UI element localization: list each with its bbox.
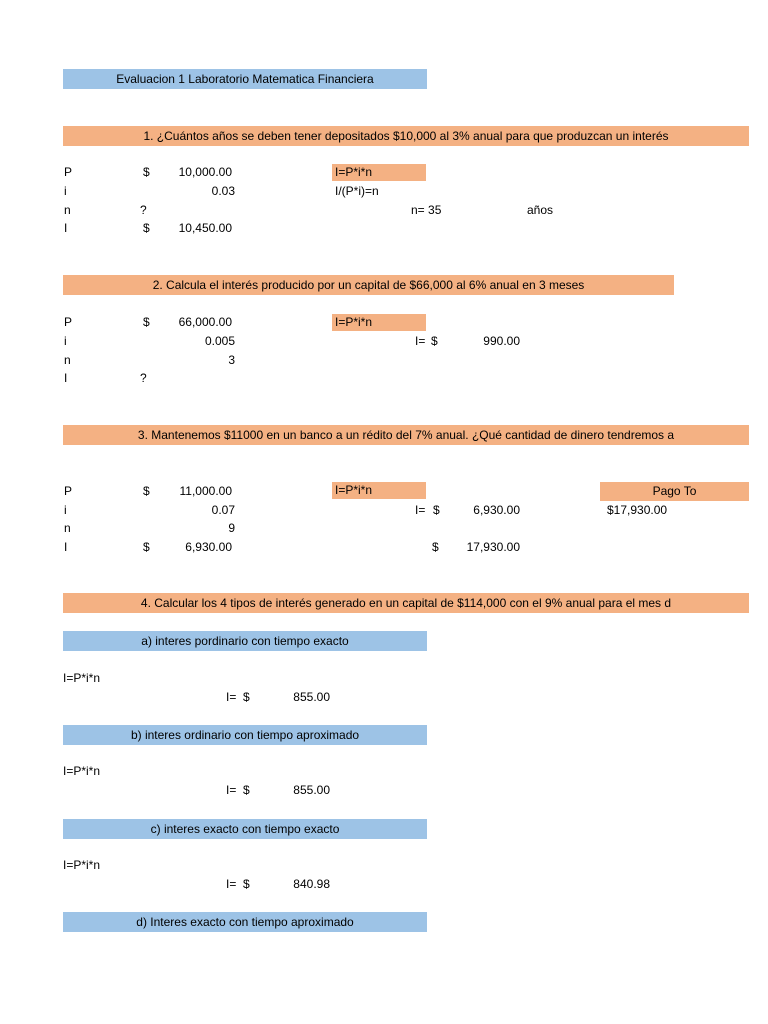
q1-label-p: P <box>64 165 73 179</box>
q1-label-i: i <box>64 184 67 198</box>
q3-label-i: i <box>64 503 67 517</box>
q1-result: n= 35 <box>411 203 442 217</box>
q2-label-i: i <box>64 334 67 348</box>
q2-label-n: n <box>64 353 71 367</box>
q2-value-p: 66,000.00 <box>178 315 232 329</box>
q1-currency-interest: $ <box>143 221 150 235</box>
q3-total-currency: $ <box>432 540 439 554</box>
q1-result-unit: años <box>527 203 554 217</box>
q1-label-n: n <box>64 203 71 217</box>
q3-pago-header: Pago To <box>600 482 749 501</box>
q2-value-interest: ? <box>140 371 147 385</box>
q2-label-interest: I <box>64 371 68 385</box>
q4-part-b-label: I= <box>226 783 237 797</box>
q1-value-i: 0.03 <box>211 184 235 198</box>
q4-part-b-currency: $ <box>243 783 250 797</box>
q3-currency-p: $ <box>143 484 150 498</box>
q3-pago-value: $17,930.00 <box>607 503 668 517</box>
q2-result-label: I= <box>415 334 426 348</box>
q4-part-b-title: b) interes ordinario con tiempo aproximado <box>63 725 427 745</box>
q1-value-n: ? <box>140 203 147 217</box>
q1-formula-2: I/(P*i)=n <box>335 184 379 198</box>
q3-value-p: 11,000.00 <box>179 484 232 498</box>
q1-value-interest: 10,450.00 <box>178 221 232 235</box>
q4-part-b-value: 855.00 <box>293 783 330 797</box>
q4-part-c-title: c) interes exacto con tiempo exacto <box>63 819 427 839</box>
q4-part-b-formula: I=P*i*n <box>63 764 101 778</box>
q2-value-n: 3 <box>228 353 235 367</box>
q3-value-interest: 6,930.00 <box>185 540 232 554</box>
question-2-heading: 2. Calcula el interés producido por un capital de $66,000 al 6% anual en 3 meses <box>63 275 674 295</box>
q4-part-a-formula: I=P*i*n <box>63 671 101 685</box>
q4-part-a-currency: $ <box>243 690 250 704</box>
q3-total-value: 17,930.00 <box>466 540 520 554</box>
q2-formula-cell: I=P*i*n <box>332 314 426 331</box>
q1-formula-cell: I=P*i*n <box>332 164 426 181</box>
q4-part-c-value: 840.98 <box>293 877 330 891</box>
question-1-heading: 1. ¿Cuántos años se deben tener depositados $10,000 al 3% anual para que produzcan un interés <box>63 126 749 146</box>
q4-part-c-currency: $ <box>243 877 250 891</box>
q3-result-label: I= <box>415 503 426 517</box>
question-3-heading: 3. Mantenemos $11000 en un banco a un rédito del 7% anual. ¿Qué cantidad de dinero tendremos a <box>63 425 749 445</box>
q3-currency-interest: $ <box>143 540 150 554</box>
q2-label-p: P <box>64 315 73 329</box>
q3-value-i: 0.07 <box>211 503 235 517</box>
q1-label-interest: I <box>64 221 68 235</box>
q3-label-n: n <box>64 521 71 535</box>
q4-part-d-title: d) Interes exacto con tiempo aproximado <box>63 912 427 932</box>
q3-formula-cell: I=P*i*n <box>332 482 426 499</box>
page-title: Evaluacion 1 Laboratorio Matematica Financiera <box>63 69 427 89</box>
q3-label-interest: I <box>64 540 68 554</box>
question-4-heading: 4. Calcular los 4 tipos de interés generado en un capital de $114,000 con el 9% anual para el mes d <box>63 593 749 613</box>
q2-result-value: 990.00 <box>483 334 520 348</box>
q3-value-n: 9 <box>228 521 235 535</box>
q2-currency-p: $ <box>143 315 150 329</box>
q4-part-a-label: I= <box>226 690 237 704</box>
q4-part-c-label: I= <box>226 877 237 891</box>
q1-currency-p: $ <box>143 165 150 179</box>
q4-part-a-value: 855.00 <box>293 690 330 704</box>
q4-part-c-formula: I=P*i*n <box>63 858 101 872</box>
q4-part-a-title: a) interes pordinario con tiempo exacto <box>63 631 427 651</box>
q3-result-value: 6,930.00 <box>473 503 520 517</box>
q1-value-p: 10,000.00 <box>178 165 232 179</box>
q2-result-currency: $ <box>431 334 438 348</box>
q3-label-p: P <box>64 484 73 498</box>
q2-value-i: 0.005 <box>204 334 235 348</box>
q3-result-currency: $ <box>433 503 440 517</box>
